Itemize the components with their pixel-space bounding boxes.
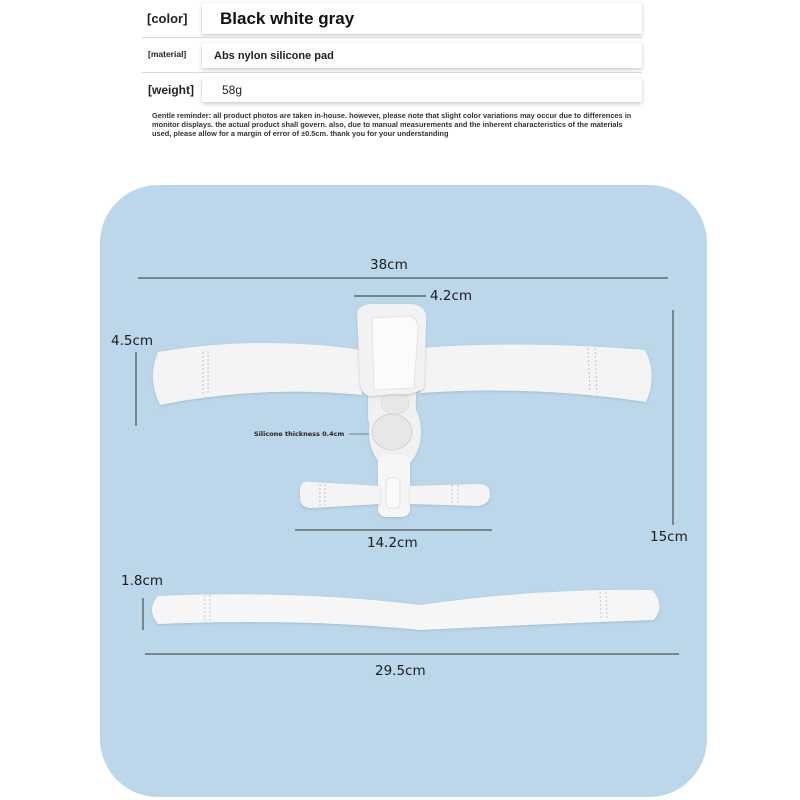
dim-label-29-5cm: 29.5cm	[375, 663, 426, 679]
dim-label-14-2cm: 14.2cm	[367, 535, 418, 551]
dim-label-15cm: 15cm	[650, 529, 688, 545]
weight-label: [weight]	[148, 83, 194, 97]
color-label: [color]	[147, 11, 188, 26]
silicone-pad	[372, 414, 412, 450]
gentle-reminder: Gentle reminder: all product photos are taken in-house. however, please note that slight color variations may occur due to differences in monitor displays. the actual product shall govern. also, due to manual measurements and the inherent characteristics of the materials used, please allow for a margin of error of ±0.5cm. thank you for your understanding	[152, 111, 632, 138]
weight-value: 58g	[222, 83, 243, 97]
dim-label-38cm: 38cm	[370, 257, 408, 273]
top-tab	[357, 304, 426, 396]
long-band	[152, 590, 660, 630]
dim-label-4-2cm: 4.2cm	[430, 288, 473, 304]
silicone-thickness-label: Silicone thickness 0.4cm	[254, 430, 345, 438]
material-label: [material]	[148, 49, 187, 59]
material-value: Abs nylon silicone pad	[214, 49, 334, 62]
dim-label-1-8cm: 1.8cm	[121, 573, 164, 589]
dim-label-4-5cm: 4.5cm	[111, 333, 154, 349]
color-value: Black white gray	[220, 8, 355, 28]
